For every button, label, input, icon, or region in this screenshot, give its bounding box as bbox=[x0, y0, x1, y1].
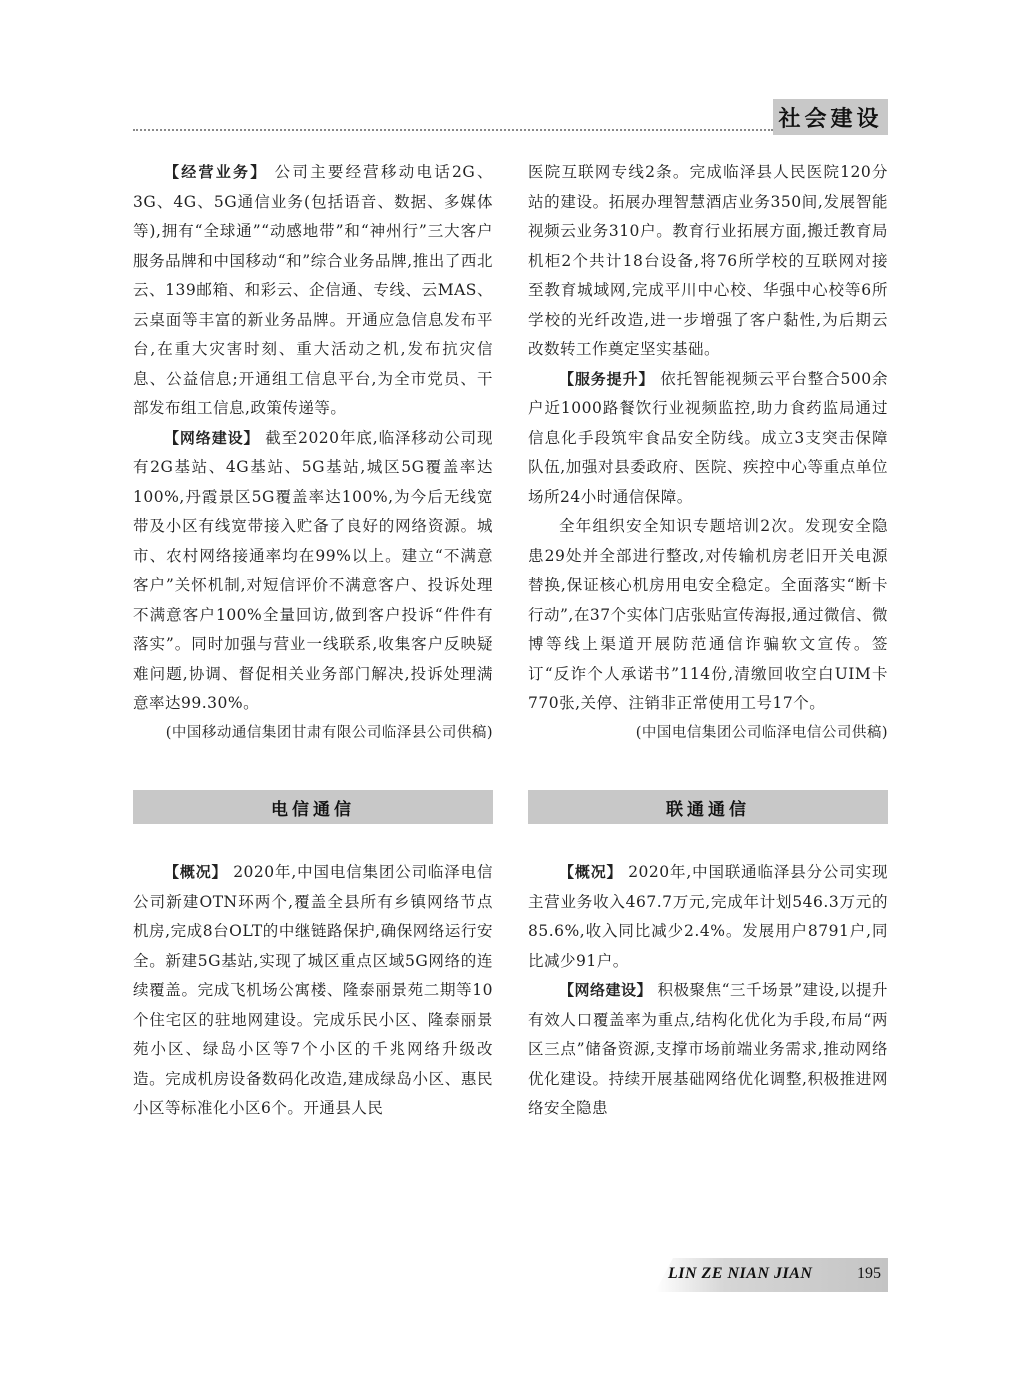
paragraph-telecom-continued: 医院互联网专线2条。完成临泽县人民医院120分站的建设。拓展办理智慧酒店业务350间,发展智能视频云业务310户。教育行业拓展方面,搬迁教育局机柜2个共计18台设备,将76所学校的互联网对接至教育城域网,完成平川中心校、华强中心校等6所学校的光纤改造,进一步增强了客户黏性,为后期云改数转工作奠定坚实基础。 bbox=[528, 163, 888, 358]
label-network-mobile: 【网络建设】 bbox=[164, 428, 260, 447]
text-service: 依托智能视频云平台整合500余户近1000路餐饮行业视频监控,助力食药监局通过信息化手段筑牢食品安全防线。成立3支突击保障队伍,加强对县委政府、医院、疾控中心等重点单位场所24小时通信保障。 bbox=[528, 369, 888, 506]
label-service: 【服务提升】 bbox=[559, 369, 655, 388]
right-column bbox=[528, 158, 888, 1124]
header-dotted-rule bbox=[133, 129, 773, 131]
paragraph-network-unicom bbox=[528, 976, 888, 1124]
paragraph-network-mobile bbox=[133, 424, 493, 719]
text-overview-unicom: 2020年,中国联通临泽县分公司实现主营业务收入467.7万元,完成年计划546.3万元的85.6%,收入同比减少2.4%。发展用户8791户,同比减少91户。 bbox=[528, 863, 888, 970]
footer-journal-name: LIN ZE NIAN JIAN bbox=[668, 1265, 813, 1282]
left-column bbox=[133, 158, 493, 1124]
paragraph-overview-telecom bbox=[133, 858, 493, 1124]
label-network-unicom: 【网络建设】 bbox=[559, 981, 653, 999]
paragraph-safety: 全年组织安全知识专题培训2次。发现安全隐患29处并全部进行整改,对传输机房老旧开关电源替换,保证核心机房用电安全稳定。全面落实“断卡行动”,在37个实体门店张贴宣传海报,通过微信、微博等线上渠道开展防范通信诈骗软文宣传。签订“反诈个人承诺书”114份,清缴回收空白UIM卡770张,关停、注销非正常使用工号17个。 bbox=[528, 517, 889, 712]
page-number: 195 bbox=[857, 1265, 881, 1282]
text-overview-telecom: 2020年,中国电信集团公司临泽电信公司新建OTN环两个,覆盖全县所有乡镇网络节点机房,完成8台OLT的中继链路保护,确保网络运行安全。新建5G基站,实现了城区重点区域5G网络的连续覆盖。完成飞机场公寓楼、隆泰丽景苑二期等10个住宅区的驻地网建设。完成乐民小区、隆泰丽景苑小区、绿岛小区等7个小区的千兆网络升级改造。完成机房设备数码化改造,建成绿岛小区、惠民小区等标准化小区6个。开通县人民 bbox=[133, 863, 493, 1117]
section-heading-unicom: 联通通信 bbox=[528, 790, 888, 824]
source-mobile: (中国移动通信集团甘肃有限公司临泽县公司供稿) bbox=[165, 724, 493, 741]
text-network-mobile: 截至2020年底,临泽移动公司现有2G基站、4G基站、5G基站,城区5G覆盖率达100%,丹霞景区5G覆盖率达100%,为今后无线宽带及小区有线宽带接入贮备了良好的网络资源。城市、农村网络接通率均在99%以上。建立“不满意客户”关怀机制,对短信评价不满意客户、投诉处理不满意客户100%全量回访,做到客户投诉“件件有落实”。同时加强与营业一线联系,收集客户反映疑难问题,协调、督促相关业务部门解决,投诉处理满意率达99.30%。 bbox=[133, 428, 494, 712]
paragraph-overview-unicom bbox=[528, 858, 888, 976]
section-heading-telecom: 电信通信 bbox=[133, 790, 493, 824]
text-business: 公司主要经营移动电话2G、3G、4G、5G通信业务(包括语音、数据、多媒体等),拥有“全球通”“动感地带”和“神州行”三大客户服务品牌和中国移动“和”综合业务品牌,推出了西北云、139邮箱、和彩云、企信通、专线、云MAS、云桌面等丰富的新业务品牌。开通应急信息发布平台,在重大灾害时刻、重大活动之机,发布抗灾信息、公益信息;开通组工信息平台,为全市党员、干部发布组工信息,政策传递等。 bbox=[133, 163, 493, 417]
paragraph-business bbox=[133, 158, 493, 424]
label-overview-telecom: 【概况】 bbox=[164, 863, 228, 881]
text-network-unicom: 积极聚焦“三千场景”建设,以提升有效人口覆盖率为重点,结构化优化为手段,布局“两区三点”储备资源,支撑市场前端业务需求,推动网络优化建设。持续开展基础网络优化调整,积极推进网络安全隐患 bbox=[528, 981, 888, 1117]
source-telecom: (中国电信集团公司临泽电信公司供稿) bbox=[635, 724, 888, 741]
section-title-badge: 社会建设 bbox=[773, 99, 888, 135]
label-business: 【经营业务】 bbox=[164, 163, 268, 181]
paragraph-service bbox=[528, 365, 888, 513]
label-overview-unicom: 【概况】 bbox=[559, 863, 623, 881]
